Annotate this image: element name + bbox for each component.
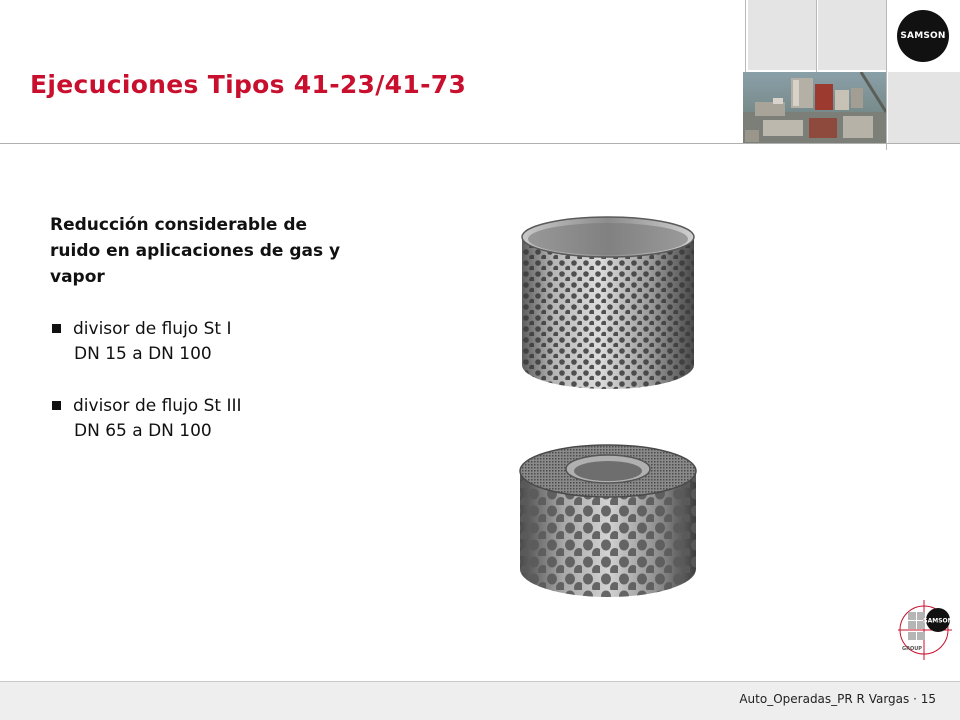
header-grid-cell — [818, 0, 886, 70]
header-grid-cell — [748, 0, 816, 70]
divider-vertical — [745, 0, 746, 72]
bullet-square-icon — [52, 324, 61, 333]
bullet-subline: DN 65 a DN 100 — [74, 421, 212, 441]
group-logo-text: SAMSON — [923, 617, 953, 625]
lead-text: Reducción considerable de ruido en aplicaciones de gas y vapor — [50, 215, 341, 287]
bullet-line: divisor de flujo St I — [73, 319, 232, 339]
footer-text: Auto_Operadas_PR R Vargas · 15 — [739, 692, 936, 706]
bullet-square-icon — [52, 401, 61, 410]
bullet-line: divisor de flujo St III — [73, 396, 242, 416]
samson-logo — [897, 10, 949, 62]
divider-vertical — [886, 0, 887, 150]
footer-rule — [0, 681, 960, 682]
flow-divider-st3-image — [510, 437, 706, 607]
bullet-item — [52, 394, 242, 444]
flow-divider-st1-image — [510, 215, 706, 395]
group-logo-sub: GROUP — [902, 646, 922, 652]
samson-logo-text: SAMSON — [900, 31, 946, 41]
bullet-subline: DN 15 a DN 100 — [74, 344, 212, 364]
header-grid-cell — [888, 72, 960, 144]
samson-group-logo — [898, 598, 954, 662]
header-rule — [0, 143, 960, 144]
page-title: Ejecuciones Tipos 41-23/41-73 — [30, 70, 467, 99]
bullet-item — [52, 317, 232, 367]
divider-vertical — [816, 0, 817, 72]
factory-aerial-photo — [743, 72, 886, 144]
